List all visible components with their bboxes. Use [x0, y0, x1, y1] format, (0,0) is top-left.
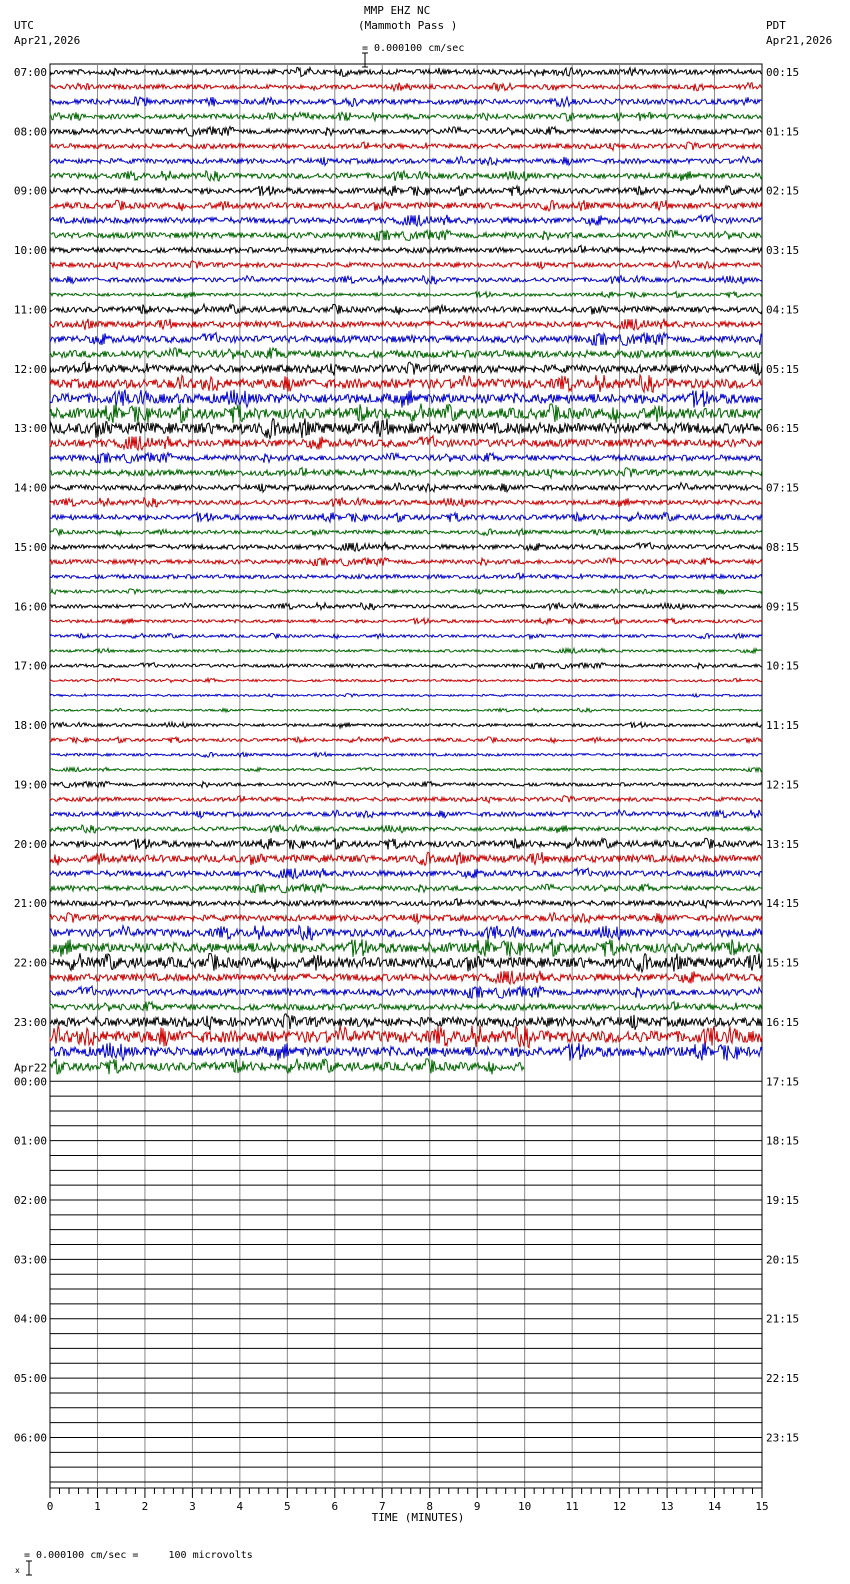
seismic-trace [50, 663, 762, 669]
pdt-hour-label: 21:15 [766, 1312, 800, 1326]
scale-label: = 0.000100 cm/sec [362, 43, 465, 54]
seismic-trace [50, 292, 762, 298]
seismic-trace [50, 348, 762, 360]
seismic-trace [50, 558, 762, 566]
date-change-label: Apr22 [14, 1061, 48, 1075]
x-tick-label: 14 [707, 1500, 722, 1513]
seismic-trace [50, 276, 762, 284]
pdt-hour-label: 19:15 [766, 1194, 800, 1207]
seismic-trace [50, 838, 762, 849]
utc-hour-label: 01:00 [13, 1134, 47, 1148]
seismic-trace [50, 529, 762, 536]
seismic-trace [50, 215, 762, 226]
seismic-trace [50, 752, 762, 757]
x-tick-label: 8 [426, 1500, 434, 1513]
seismic-trace [50, 127, 762, 137]
seismic-trace [50, 722, 762, 728]
seismic-trace [50, 884, 762, 893]
seismic-trace [50, 953, 762, 972]
seismic-trace [50, 83, 762, 91]
seismic-trace [50, 986, 762, 998]
utc-hour-label: 04:00 [13, 1312, 47, 1326]
seismic-trace [50, 737, 762, 743]
x-tick-label: 6 [331, 1500, 339, 1513]
pdt-hour-label: 15:15 [766, 956, 800, 970]
left-date: Apr21,2026 [14, 34, 81, 47]
seismic-trace [50, 404, 762, 424]
station-title: MMP EHZ NC [364, 4, 431, 17]
pdt-hour-label: 16:15 [766, 1015, 800, 1029]
utc-hour-label: 12:00 [13, 362, 47, 376]
seismic-trace [50, 362, 762, 375]
seismic-trace [50, 573, 762, 579]
utc-hour-label: 05:00 [13, 1372, 47, 1386]
footer-scale-icon [2, 1546, 22, 1575]
seismic-trace [50, 512, 762, 522]
seismic-trace [50, 230, 762, 240]
seismic-trace [50, 939, 762, 957]
seismic-trace [50, 603, 762, 610]
x-tick-label: 3 [189, 1500, 196, 1513]
utc-hour-label: 18:00 [13, 719, 47, 733]
seismic-trace [50, 418, 762, 438]
utc-hour-label: 19:00 [13, 778, 47, 792]
utc-hour-label: 20:00 [13, 837, 47, 851]
seismic-trace [50, 926, 762, 940]
seismic-trace [50, 589, 762, 594]
utc-hour-label: 22:00 [13, 956, 47, 970]
pdt-hour-label: 10:15 [766, 659, 800, 673]
pdt-hour-label: 00:15 [766, 66, 800, 79]
pdt-hour-label: 08:15 [766, 540, 800, 554]
x-tick-label: 9 [473, 1500, 481, 1513]
pdt-hour-label: 09:15 [766, 600, 800, 614]
seismic-trace [50, 468, 762, 478]
utc-hour-label: 15:00 [13, 540, 47, 554]
svg-text:x: x [15, 1566, 21, 1575]
x-tick-label: 0 [46, 1500, 54, 1513]
seismic-trace [50, 913, 762, 924]
seismic-trace [50, 97, 762, 107]
seismic-trace [50, 781, 762, 787]
utc-hour-label: 14:00 [13, 481, 47, 495]
pdt-hour-label: 22:15 [766, 1372, 800, 1386]
pdt-hour-label: 02:15 [766, 184, 800, 198]
seismic-trace [50, 171, 762, 181]
pdt-hour-label: 18:15 [766, 1134, 800, 1148]
seismic-trace [50, 498, 762, 507]
seismic-trace [50, 112, 762, 121]
utc-hour-label: 21:00 [13, 897, 47, 911]
utc-hour-label: 02:00 [13, 1194, 47, 1207]
seismic-trace [50, 200, 762, 211]
seismic-trace [50, 543, 762, 552]
seismic-trace [50, 156, 762, 165]
pdt-hour-label: 13:15 [766, 837, 800, 851]
utc-hour-label: 07:00 [13, 66, 47, 79]
seismic-trace [50, 678, 762, 682]
utc-hour-label: 17:00 [13, 659, 47, 673]
seismic-trace [50, 868, 762, 879]
pdt-hour-label: 04:15 [766, 303, 800, 317]
right-timezone: PDT [766, 19, 786, 32]
x-tick-label: 15 [755, 1500, 769, 1513]
x-tick-label: 7 [378, 1500, 386, 1513]
pdt-hour-label: 23:15 [766, 1431, 800, 1445]
x-tick-label: 5 [284, 1500, 291, 1513]
seismic-trace [50, 436, 762, 450]
utc-hour-label: 11:00 [13, 303, 47, 317]
utc-hour-label: 16:00 [13, 600, 47, 614]
seismic-trace [50, 899, 762, 908]
pdt-hour-label: 17:15 [766, 1075, 800, 1089]
seismic-trace [50, 852, 762, 865]
pdt-hour-label: 05:15 [766, 362, 800, 376]
seismic-trace [50, 390, 762, 408]
x-axis-label: TIME (MINUTES) [371, 1511, 465, 1524]
seismic-trace [50, 1043, 762, 1061]
x-tick-label: 13 [660, 1500, 674, 1513]
utc-hour-label: 08:00 [13, 125, 47, 139]
seismic-trace [50, 1026, 762, 1048]
pdt-hour-label: 06:15 [766, 422, 800, 436]
seismic-trace [50, 261, 762, 269]
x-tick-label: 11 [565, 1500, 579, 1513]
seismic-trace [50, 246, 762, 253]
seismic-trace [50, 1014, 762, 1030]
seismic-trace [50, 483, 762, 492]
pdt-hour-label: 20:15 [766, 1253, 800, 1267]
x-tick-label: 12 [612, 1500, 627, 1513]
seismic-trace [50, 825, 762, 833]
utc-hour-label: 13:00 [13, 422, 47, 436]
seismic-trace [50, 375, 762, 392]
seismic-trace [50, 648, 762, 653]
utc-hour-label: 09:00 [13, 184, 47, 198]
utc-hour-label: 06:00 [13, 1431, 47, 1445]
utc-hour-label: 10:00 [13, 244, 47, 258]
pdt-hour-label: 03:15 [766, 244, 800, 258]
seismic-trace [50, 67, 762, 76]
pdt-hour-label: 12:15 [766, 778, 800, 792]
utc-hour-label: 03:00 [13, 1253, 47, 1267]
seismic-trace [50, 971, 762, 984]
seismic-trace [50, 453, 762, 463]
seismic-trace [50, 1002, 762, 1012]
station-location: (Mammoth Pass ) [358, 19, 458, 32]
seismic-trace [50, 694, 762, 698]
seismic-trace [50, 708, 762, 712]
pdt-hour-label: 14:15 [766, 897, 800, 911]
seismic-trace [50, 796, 762, 803]
utc-hour-label: 23:00 [13, 1015, 47, 1029]
x-tick-label: 2 [141, 1500, 149, 1513]
seismic-trace [50, 810, 762, 818]
footer-scale-label: = 0.000100 cm/sec = 100 microvolts [24, 1550, 253, 1561]
left-timezone: UTC [14, 19, 34, 32]
right-date: Apr21,2026 [766, 34, 833, 47]
x-tick-label: 10 [518, 1500, 532, 1513]
seismic-trace [50, 768, 762, 772]
seismic-trace [50, 333, 762, 346]
seismic-trace [50, 142, 762, 150]
seismic-trace [50, 633, 762, 638]
seismic-trace [50, 319, 762, 330]
x-tick-label: 1 [94, 1500, 101, 1513]
seismic-trace [50, 186, 762, 197]
pdt-hour-label: 01:15 [766, 125, 800, 139]
seismic-trace [50, 304, 762, 315]
utc-hour-label: 00:00 [13, 1075, 47, 1089]
seismic-trace [50, 618, 762, 624]
pdt-hour-label: 07:15 [766, 481, 800, 495]
pdt-hour-label: 11:15 [766, 719, 800, 733]
x-tick-label: 4 [236, 1500, 244, 1513]
